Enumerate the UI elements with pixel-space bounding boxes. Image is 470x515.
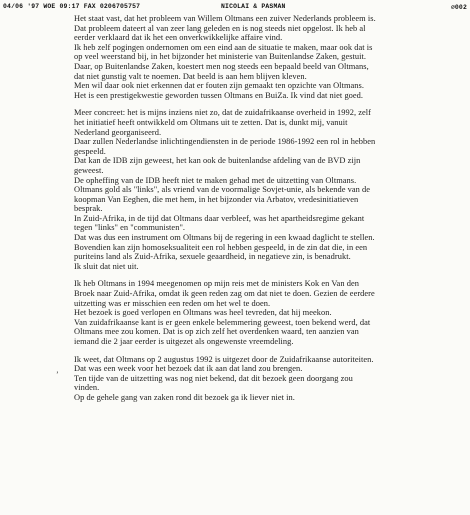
text-line: tegen "links" en "communisten". [74,223,186,233]
text-line: koopman Van Eeghen, die met hem, in het bijzonder via Arbatov, vredesinitiatieven [74,194,359,204]
paragraph [74,108,462,271]
text-line: Oltmans gold als "links", als vriend van de voormalige Sovjet-unie, als bekende van de [74,185,371,195]
text-line: Nederland georganiseerd. [74,127,162,137]
text-line: iemand die 2 jaar eerder is uitgezet als ongewenste vreemdeling. [74,337,294,346]
text-line: Broek naar Zuid-Afrika, omdat ik geen reden zag om dat niet te doen. Gezien de eerdere [74,289,375,299]
text-line: Dat was een week voor het bezoek dat ik aan dat land zou brengen. [74,364,303,374]
text-line: vinden. [74,383,100,393]
text-line: Bovendien kan zijn homoseksualiteit een rol hebben gespeeld, in de zin dat die, in een [74,242,368,252]
text-line: Oltmans mee zou komen. Dat is op zich zelf het overdenken waard, ten aanzien van [74,327,359,337]
text-line: Van zuidafrikaanse kant is er geen enkele belemmering geweest, toen bekend werd, dat [74,317,371,327]
text-line: geweest. [74,165,104,175]
fax-header-date: 04/06 '97 WOE 09:17 FAX 0206705757 [3,3,141,10]
paragraph [74,355,462,403]
text-line: Dat was dus een instrument om Oltmans bij de regering in een kwaad daglicht te stellen. [74,233,375,243]
text-line: dat niet gunstig valt te noemen. Dat beeld is aan hem blijven kleven. [74,71,307,81]
fax-header-page-number: ∅002 [450,4,467,11]
fax-header [3,3,467,13]
text-line: uitzetting was er misschien een reden om het wel te doen. [74,298,271,308]
text-line: Het staat vast, dat het probleem van Willem Oltmans een zuiver Nederlands probleem is. [74,14,376,23]
text-line: Ik heb Oltmans in 1994 meegenomen op mijn reis met de ministers Kok en Van den [74,279,359,289]
text-line: besprak. [74,204,103,214]
text-line: Men wil daar ook niet erkennen dat er fouten zijn gemaakt ten opzichte van Oltmans. [74,81,364,91]
fax-header-sender: NICOLAI & PASMAN [221,3,286,10]
text-line: In Zuid-Afrika, in de tijd dat Oltmans daar verbleef, was het apartheidsregime gekant [74,213,365,223]
text-line: het initiatief heeft ontwikkeld om Oltmans uit te zetten. Dat is, dunkt mij, vanuit [74,117,348,127]
text-line: eerder verklaard dat ik het een onverkwikkelijke affaire vind. [74,33,283,43]
text-line: Op de gehele gang van zaken rond dit bezoek ga ik liever niet in. [74,392,295,402]
text-line: Ik sluit dat niet uit. [74,261,139,271]
text-line: Ten tijde van de uitzetting was nog niet bekend, dat dit bezoek geen doorgang zou [74,373,353,383]
text-line: Dat kan de IDB zijn geweest, het kan ook de buitenlandse afdeling van de BVD zijn [74,156,361,166]
text-line: op veel weerstand bij, in het bijzonder het ministerie van Buitenlandse Zaken, gestuit. [74,52,367,62]
text-line: Het is een prestigekwestie geworden tussen Oltmans en BuiZa. Ik vind dat niet goed. [74,90,364,100]
text-line: Ik weet, dat Oltmans op 2 augustus 1992 is uitgezet door de Zuidafrikaanse autoriteiten. [74,354,374,364]
text-line: Daar, op Buitenlandse Zaken, koestert men nog steeds een bepaald beeld van Oltmans, [74,61,369,71]
text-line: De opheffing van de IDB heeft niet te maken gehad met de uitzetting van Oltmans. [74,175,357,185]
text-line: gespeeld. [74,146,106,156]
text-line: Daar zullen Nederlandse inlichtingendiensten in de periode 1986-1992 een rol in hebben [74,137,376,147]
paragraph [74,14,462,100]
margin-mark: ’ [56,370,59,379]
text-line: Ik heb zelf pogingen ondernomen om een eind aan de situatie te maken, maar ook dat is [74,42,373,52]
text-line: puriteins land als Zuid-Afrika, sexuele geaardheid, in negatieve zin, is benadrukt. [74,252,351,262]
document-body [74,14,462,411]
paragraph [74,279,462,346]
text-line: Meer concreet: het is mijns inziens niet zo, dat de zuidafrikaanse overheid in 1992, zelf [74,108,372,118]
text-line: Dat probleem dateert al van zeer lang geleden en is nog steeds niet opgelost. Ik heb al [74,23,366,33]
text-line: Het bezoek is goed verlopen en Oltmans was heel tevreden, dat hij meekon. [74,308,332,318]
